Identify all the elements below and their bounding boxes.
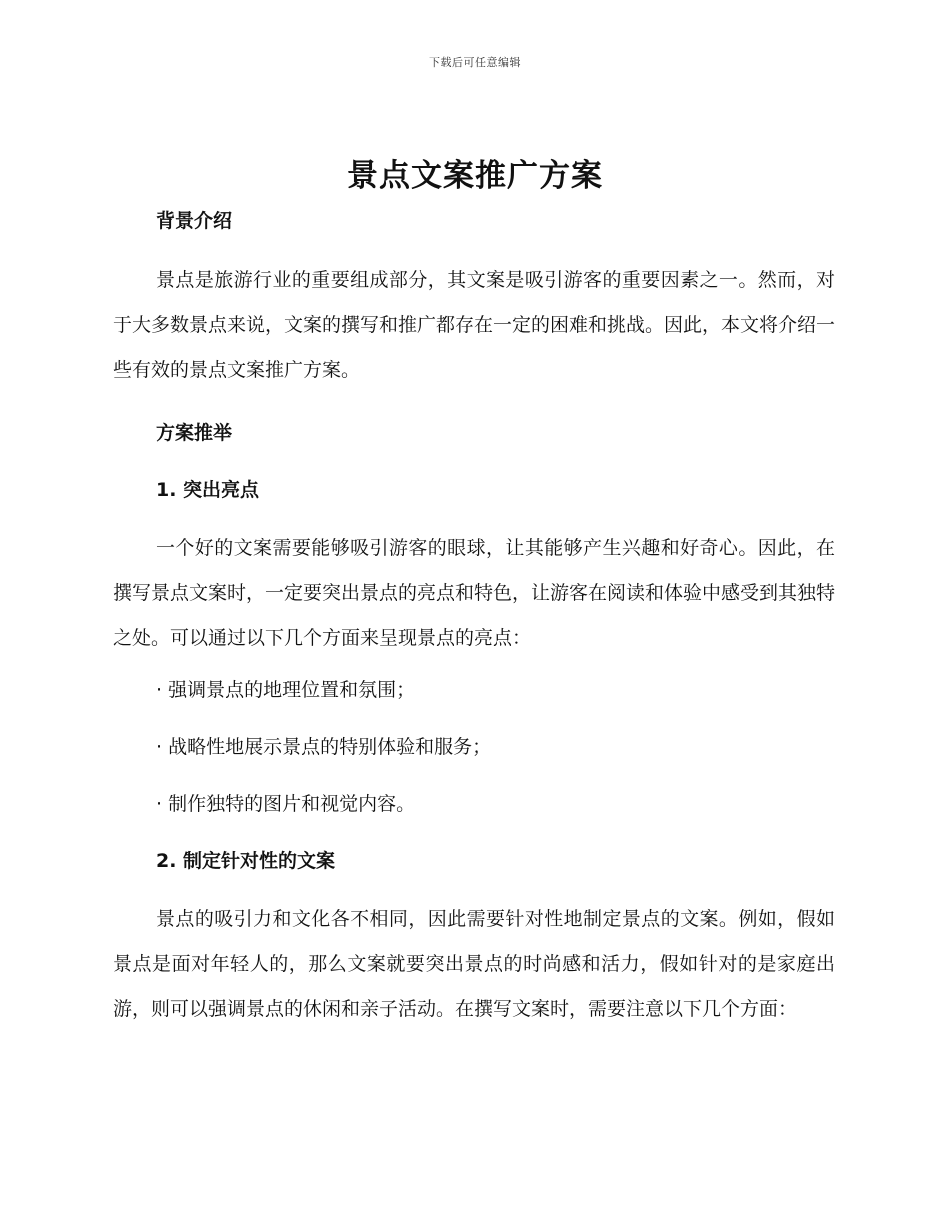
paragraph-targeted: 景点的吸引力和文化各不相同，因此需要针对性地制定景点的文案。例如，假如景点是面对年轻人的，那么文案就要突出景点的时尚感和活力，假如针对的是家庭出游，则可以强调景点的休闲和亲子活动。在撰写文案时，需要注意以下几个方面： xyxy=(113,908,835,1020)
section-heading-plan: 方案推举 xyxy=(156,422,233,444)
document-title: 景点文案推广方案 xyxy=(347,158,603,194)
section-heading-background: 背景介绍 xyxy=(156,210,233,232)
bullet-item: · 强调景点的地理位置和氛围； xyxy=(156,679,416,701)
paragraph-highlight: 一个好的文案需要能够吸引游客的眼球，让其能够产生兴趣和好奇心。因此，在撰写景点文案时，一定要突出景点的亮点和特色，让游客在阅读和体验中感受到其独特之处。可以通过以下几个方面来呈现景点的亮点： xyxy=(113,537,836,649)
document-body xyxy=(113,203,835,1032)
header-note: 下载后可任意编辑 xyxy=(429,56,521,69)
subsection-heading-targeted: 2. 制定针对性的文案 xyxy=(156,850,336,872)
paragraph-background: 景点是旅游行业的重要组成部分，其文案是吸引游客的重要因素之一。然而，对于大多数景点来说，文案的撰写和推广都存在一定的困难和挑战。因此，本文将介绍一些有效的景点文案推广方案。 xyxy=(113,269,836,381)
subsection-heading-highlight: 1. 突出亮点 xyxy=(156,479,260,501)
bullet-item: · 战略性地展示景点的特别体验和服务； xyxy=(156,736,492,758)
bullet-item: · 制作独特的图片和视觉内容。 xyxy=(156,793,416,815)
